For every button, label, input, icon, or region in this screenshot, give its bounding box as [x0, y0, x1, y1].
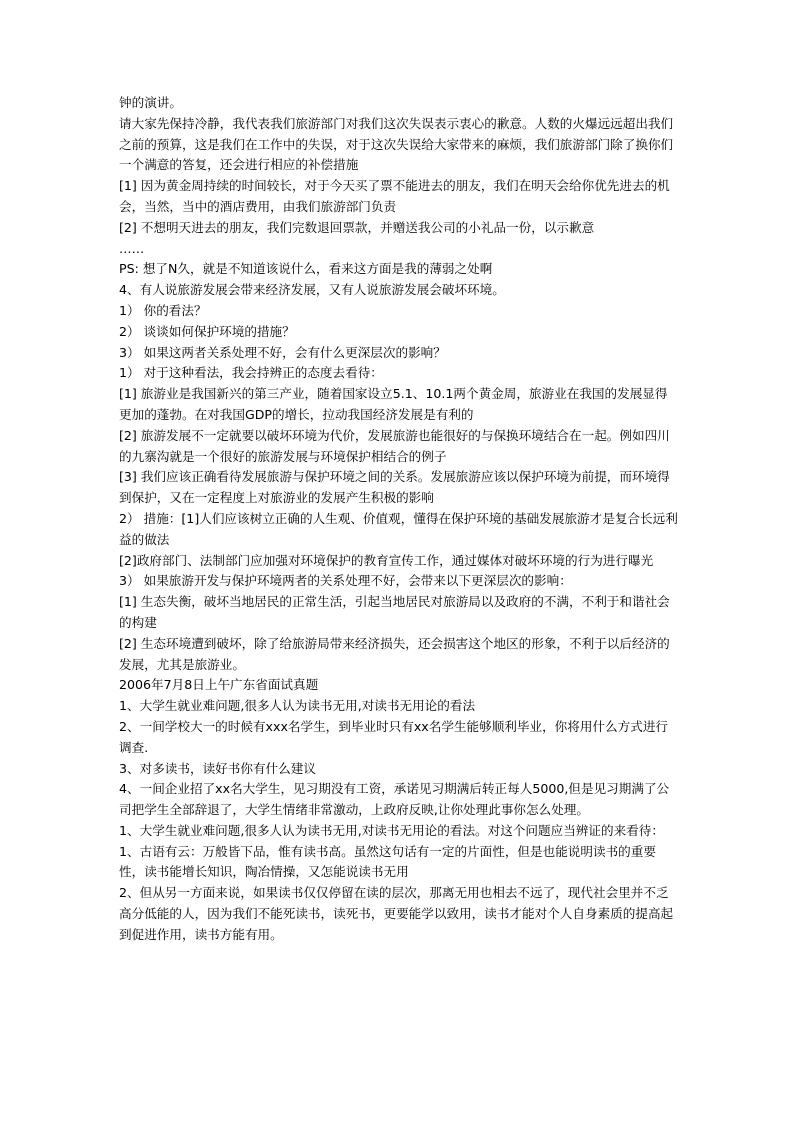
- paragraph: 3、对多读书，读好书你有什么建议: [119, 760, 316, 776]
- paragraph: 1、大学生就业难问题,很多人认为读书无用,对读书无用论的看法。对这个问题应当辨证的来看待：: [119, 822, 664, 838]
- paragraph: [2]政府部门、法制部门应加强对环境保护的教育宣传工作，通过媒体对破坏环境的行为进行曝光: [119, 552, 654, 568]
- paragraph: PS: 想了N久，就是不知道该说什么，看来这方面是我的薄弱之处啊: [119, 261, 493, 277]
- paragraph: [1] 生态失衡，破坏当地居民的正常生活，引起当地居民对旅游局以及政府的不满，不利于和谐社会的构建: [119, 594, 670, 630]
- paragraph: 1） 对于这种看法，我会持辨正的态度去看待：: [119, 365, 383, 381]
- paragraph: [1] 因为黄金周持续的时间较长，对于今天买了票不能进去的朋友，我们在明天会给你优先进去的机会，当然，当中的酒店费用，由我们旅游部门负责: [119, 178, 670, 214]
- paragraph: 2、但从另一方面来说，如果读书仅仅停留在读的层次，那离无用也相去不远了，现代社会里并不乏高分低能的人，因为我们不能死读书，读死书，更要能学以致用，读书才能对个人自身素质的提高起到促进作用，读书方能有用。: [119, 885, 674, 942]
- paragraph: 请大家先保持冷静，我代表我们旅游部门对我们这次失误表示衷心的歉意。人数的火爆远远超出我们之前的预算，这是我们在工作中的失误，对于这次失误给大家带来的麻烦，我们旅游部门除了换你们一个满意的答复，还会进行相应的补偿措施: [119, 115, 674, 173]
- paragraph: 2、一间学校大一的时候有xxx名学生，到毕业时只有xx名学生能够顺利毕业，你将用什么方式进行调查.: [119, 718, 669, 755]
- paragraph: 3） 如果这两者关系处理不好，会有什么更深层次的影响？: [119, 344, 446, 360]
- paragraph: 3） 如果旅游开发与保护环境两者的关系处理不好，会带来以下更深层次的影响：: [119, 573, 572, 589]
- paragraph: ……: [119, 240, 145, 256]
- section-heading: 2006年7月8日上午广东省面试真题: [119, 677, 319, 693]
- paragraph: [2] 旅游发展不一定就要以破坏环境为代价，发展旅游也能很好的与保换环境结合在一起。例如四川的九寨沟就是一个很好的旅游发展与环境保护相结合的例子: [119, 427, 670, 464]
- paragraph: 1、大学生就业难问题,很多人认为读书无用,对读书无用论的看法: [119, 698, 476, 714]
- paragraph: [3] 我们应该正确看待发展旅游与保护环境之间的关系。发展旅游应该以保护环境为前提，而环境得到保护，又在一定程度上对旅游业的发展产生积极的影响: [119, 469, 670, 506]
- paragraph: [2] 生态环境遭到破坏，除了给旅游局带来经济损失，还会损害这个地区的形象，不利于以后经济的发展，尤其是旅游业。: [119, 635, 670, 672]
- document-body: [119, 93, 679, 946]
- paragraph: 4、一间企业招了xx名大学生，见习期没有工资，承诺见习期满后转正每人5000,但是见习期满了公司把学生全部辞退了，大学生情绪非常激动，上政府反映,让你处理此事你怎么处理。: [119, 781, 670, 818]
- paragraph: 钟的演讲。: [119, 95, 182, 110]
- paragraph: [1] 旅游业是我国新兴的第三产业，随着国家设立5.1、10.1两个黄金周，旅游业在我国的发展显得更加的蓬勃。在对我国GDP的增长，拉动我国经济发展是有利的: [119, 386, 668, 422]
- paragraph: 2） 谈谈如何保护环境的措施？: [119, 323, 295, 339]
- paragraph: 1） 你的看法？: [119, 302, 207, 318]
- paragraph: [2] 不想明天进去的朋友，我们完数退回票款，并赠送我公司的小礼品一份，以示歉意: [119, 219, 595, 235]
- paragraph: 1、古语有云：万般皆下品，惟有读书高。虽然这句话有一定的片面性，但是也能说明读书的重要性，读书能增长知识，陶冶情操，又怎能说读书无用: [119, 843, 656, 880]
- paragraph: 2） 措施：[1]人们应该树立正确的人生观、价值观，懂得在保护环境的基础发展旅游才是复合长远利益的做法: [119, 510, 678, 547]
- question-heading: 4、有人说旅游发展会带来经济发展，又有人说旅游发展会破坏环境。: [119, 282, 505, 298]
